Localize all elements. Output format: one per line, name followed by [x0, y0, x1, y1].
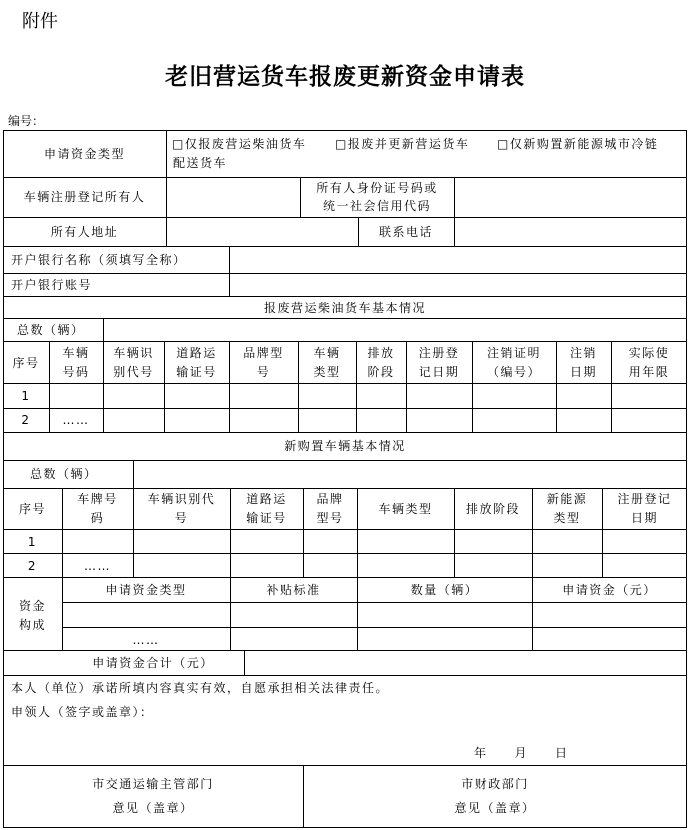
col-header: 品牌型 [243, 346, 284, 360]
col-header: 车辆识 [113, 346, 154, 360]
contact-phone-label: 联系电话 [378, 225, 433, 239]
col-header: 车辆识别代 [147, 492, 216, 506]
col-header: 注销 [569, 346, 597, 360]
table-row-number: 1 [27, 535, 38, 549]
form-title: 老旧营运货车报废更新资金申请表 [165, 63, 525, 90]
col-header: （编号） [486, 365, 541, 379]
table-row-number: 1 [21, 389, 31, 403]
applicant-signature-label: 申领人（签字或盖章）： [11, 705, 154, 719]
application-type-label: 申请资金类型 [43, 147, 125, 161]
col-header: 排放阶段 [465, 502, 520, 516]
col-header: 日期 [569, 365, 597, 379]
col-header: 阶段 [367, 365, 395, 379]
table-ellipsis: …… [84, 559, 111, 573]
funding-col-type: 申请资金类型 [105, 583, 187, 597]
option-label: 报废并更新营运货车 [347, 137, 470, 151]
funding-label: 构成 [18, 618, 46, 632]
col-header: 类型 [553, 511, 581, 525]
bank-account-label: 开户银行账号 [11, 278, 93, 292]
col-header: 类型 [313, 365, 341, 379]
scrapped-section-title: 报废营运柴油货车基本情况 [263, 301, 426, 315]
col-header: 用年限 [628, 365, 670, 379]
col-header: 号 [256, 365, 271, 379]
col-header: 排放 [367, 346, 395, 360]
table-row-number: 2 [27, 559, 38, 573]
scrapped-total-label: 总数（辆） [17, 323, 85, 337]
col-header: 号 [174, 511, 189, 525]
option-label-continued: 配送货车 [173, 156, 228, 170]
col-header: 注销证明 [486, 346, 541, 360]
fund-type-option-scrap-only[interactable] [172, 136, 306, 152]
funding-col-quantity: 数量（辆） [410, 583, 479, 597]
col-header: 输证号 [246, 511, 287, 525]
col-header: 道路运 [176, 346, 217, 360]
col-header: 车辆 [313, 346, 341, 360]
bank-name-label: 开户银行名称（须填写全称） [11, 253, 187, 267]
transport-opinion-label: 意见（盖章） [112, 801, 194, 815]
funding-total-label: 申请资金合计（元） [92, 656, 214, 670]
table-row-number: 2 [21, 413, 31, 427]
col-header: 别代号 [113, 365, 154, 379]
funding-col-standard: 补贴标准 [266, 583, 321, 597]
col-header: 注册登 [418, 346, 460, 360]
col-header: 车辆 [62, 346, 90, 360]
col-header: 注册登记 [617, 492, 672, 506]
funding-label: 资金 [18, 599, 46, 613]
col-header: 车牌号 [77, 492, 118, 506]
table-ellipsis: …… [132, 633, 160, 647]
date-label: 年 月 日 [474, 746, 569, 760]
fund-type-option-new-cold-chain[interactable] [497, 136, 658, 152]
purchased-section-title: 新购置车辆基本情况 [284, 439, 406, 453]
checkbox-icon[interactable]: □ [172, 137, 185, 151]
fund-type-option-scrap-and-renew[interactable] [335, 136, 469, 152]
col-header: 输证号 [176, 365, 217, 379]
owner-address-label: 所有人地址 [50, 225, 119, 239]
col-header: 号码 [62, 365, 90, 379]
col-header: 码 [90, 511, 105, 525]
col-header: 日期 [630, 511, 658, 525]
funding-col-amount: 申请资金（元） [562, 583, 657, 597]
col-header: 新能源 [546, 492, 588, 506]
id-number-label: 所有人身份证号码或 [316, 181, 438, 195]
col-header: 道路运 [246, 492, 287, 506]
checkbox-icon[interactable]: □ [497, 137, 510, 151]
col-header: 记日期 [418, 365, 460, 379]
col-header: 品牌 [316, 492, 344, 506]
col-header: 序号 [12, 356, 40, 370]
option-label: 仅报废营运柴油货车 [184, 137, 307, 151]
credit-code-label: 统一社会信用代码 [322, 199, 431, 213]
finance-dept-label: 市财政部门 [461, 777, 529, 791]
declaration-statement: 本人（单位）承诺所填内容真实有效，自愿承担相关法律责任。 [11, 681, 390, 695]
table-ellipsis: …… [62, 413, 90, 427]
attachment-label: 附件 [22, 11, 58, 32]
option-label: 仅新购置新能源城市冷链 [509, 137, 659, 151]
finance-opinion-label: 意见（盖章） [454, 801, 536, 815]
col-header: 型号 [316, 511, 344, 525]
serial-number-label: 编号： [8, 114, 45, 128]
col-header: 序号 [18, 502, 46, 516]
checkbox-icon[interactable]: □ [335, 137, 348, 151]
col-header: 车辆类型 [378, 502, 433, 516]
registered-owner-label: 车辆注册登记所有人 [23, 190, 146, 204]
transport-dept-label: 市交通运输主管部门 [92, 777, 214, 791]
col-header: 实际使 [628, 346, 670, 360]
purchased-total-label: 总数（辆） [30, 467, 98, 481]
